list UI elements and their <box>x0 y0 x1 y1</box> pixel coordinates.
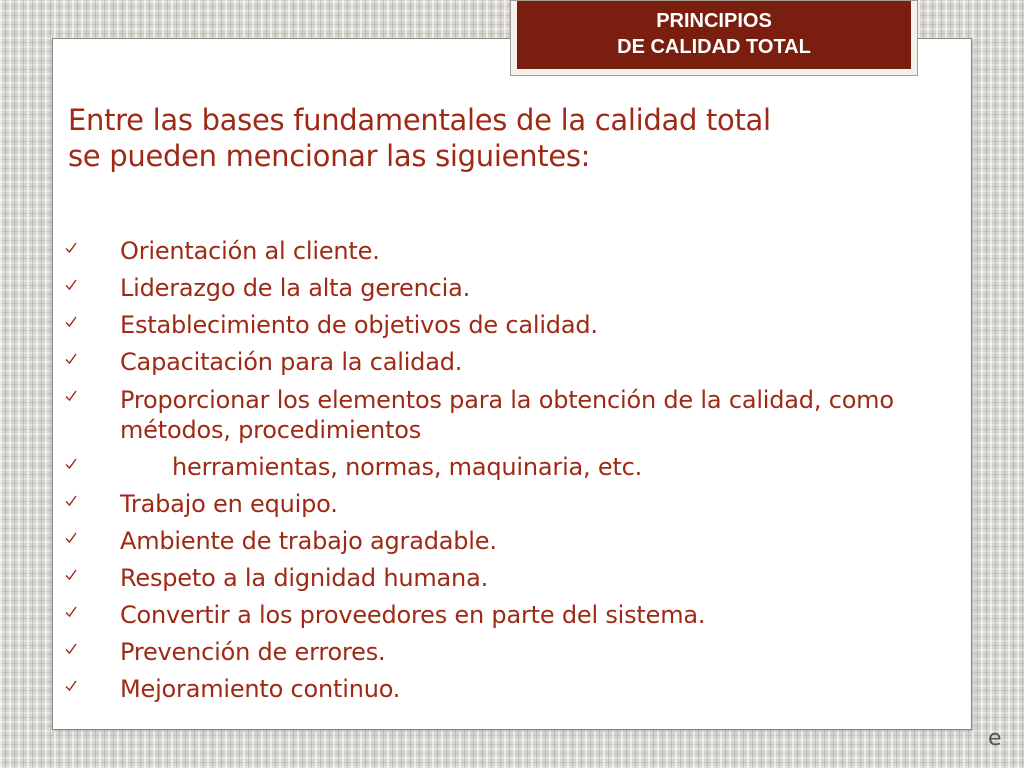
intro-line-2: se pueden mencionar las siguientes: <box>68 139 591 173</box>
list-item-text: Capacitación para la calidad. <box>120 348 463 376</box>
list-item <box>64 237 964 266</box>
title-box <box>517 1 911 69</box>
list-item <box>64 348 964 377</box>
list-item-text: Proporcionar los elementos para la obtención de la calidad, como métodos, procedimientos <box>120 386 894 444</box>
list-item <box>64 527 964 556</box>
list-item <box>64 274 964 303</box>
list-item-text: Trabajo en equipo. <box>120 490 338 518</box>
corner-mark: e <box>988 726 1002 751</box>
list-item-text: Orientación al cliente. <box>120 237 380 265</box>
checkmark-icon <box>64 642 78 656</box>
intro-line-1: Entre las bases fundamentales de la calidad total <box>68 103 771 137</box>
checkmark-icon <box>64 568 78 582</box>
intro-text <box>68 102 968 174</box>
checkmark-icon <box>64 531 78 545</box>
checkmark-icon <box>64 605 78 619</box>
checkmark-icon <box>64 315 78 329</box>
list-item <box>64 601 964 630</box>
list-item-text: Ambiente de trabajo agradable. <box>120 527 497 555</box>
checkmark-icon <box>64 679 78 693</box>
list-item <box>64 453 964 482</box>
list-item-text: Respeto a la dignidad humana. <box>120 564 489 592</box>
checkmark-icon <box>64 352 78 366</box>
list-item <box>64 490 964 519</box>
list-item-text: Prevención de errores. <box>120 638 386 666</box>
list-item-text: herramientas, normas, maquinaria, etc. <box>172 453 643 481</box>
checkmark-icon <box>64 278 78 292</box>
list-item <box>64 638 964 667</box>
list-item <box>64 385 964 445</box>
list-item <box>64 311 964 340</box>
list-item-text: Liderazgo de la alta gerencia. <box>120 274 471 302</box>
list-item <box>64 564 964 593</box>
checkmark-icon <box>64 241 78 255</box>
title-line-2: DE CALIDAD TOTAL <box>617 36 811 58</box>
title-banner <box>510 0 918 76</box>
checkmark-icon <box>64 457 78 471</box>
list-item-text: Mejoramiento continuo. <box>120 675 401 703</box>
checkmark-icon <box>64 494 78 508</box>
list-item-text: Establecimiento de objetivos de calidad. <box>120 311 598 339</box>
principles-list <box>64 237 964 712</box>
list-item <box>64 675 964 704</box>
checkmark-icon <box>64 389 78 403</box>
title-line-1: PRINCIPIOS <box>656 10 772 32</box>
list-item-text: Convertir a los proveedores en parte del sistema. <box>120 601 706 629</box>
